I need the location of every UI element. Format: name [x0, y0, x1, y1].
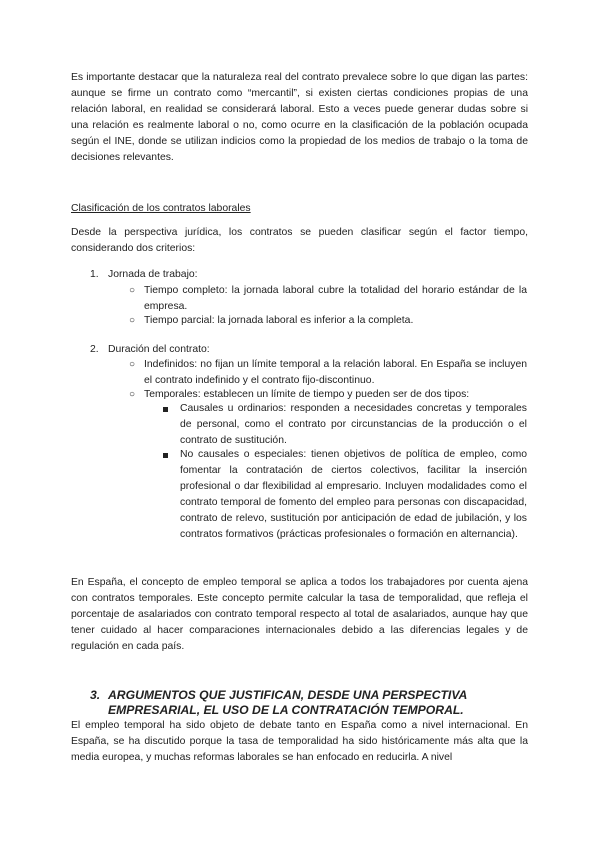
- hollow-bullet-icon: ○: [129, 359, 136, 370]
- classification-heading: Clasificación de los contratos laborales: [71, 203, 251, 214]
- subitem-causales: Causales u ordinarios: responden a necesidades concretas y temporales de personal, como el contrato por circunstancias de la producción o el contrato de sustitución.: [180, 403, 527, 446]
- square-bullet-icon: [163, 453, 168, 458]
- square-bullet-icon: [163, 407, 168, 412]
- classification-intro: Desde la perspectiva jurídica, los contratos se pueden clasificar según el factor tiempo, considerando dos criterios:: [71, 227, 528, 254]
- section-number: 3.: [90, 688, 101, 702]
- hollow-bullet-icon: ○: [129, 315, 136, 326]
- intro-paragraph: Es importante destacar que la naturaleza real del contrato prevalece sobre lo que digan las partes: aunque se firme un contrato como “mercantil”, si existen ciertas condiciones propias de una relación laboral, en realidad se considerará laboral. Esto a veces puede generar dudas sobre si una relación es realmente laboral o no, como ocurre en la clasificación de la población ocupada según el INE, donde se utilizan indicios como la propiedad de los medios de trabajo o la toma de decisiones relevantes.: [71, 72, 528, 163]
- list-item-temporales: Temporales: establecen un límite de tiempo y pueden ser de dos tipos:: [144, 389, 470, 400]
- list-item-tiempo-completo: Tiempo completo: la jornada laboral cubre la totalidad del horario estándar de la empresa.: [144, 285, 527, 312]
- list-number-1: 1.: [90, 269, 99, 280]
- hollow-bullet-icon: ○: [129, 285, 136, 296]
- section-3-paragraph: El empleo temporal ha sido objeto de debate tanto en España como a nivel internacional. En España, se ha discutido porque la tasa de temporalidad ha sido históricamente más alta que la media europea, y muchas reformas laborales se han enfocado en reducirla. A nivel: [71, 720, 528, 763]
- subitem-no-causales: No causales o especiales: tienen objetivos de política de empleo, como fomentar la contratación de ciertos colectivos, facilitar la inserción profesional o dar flexibilidad al empresario. Incluyen modalidades como el contrato temporal de fomento del empleo para personas con discapacidad, contrato de relevo, sustitución por anticipación de edad de jubilación, y los contratos formativos (prácticas profesionales o formación en alternancia).: [180, 449, 527, 540]
- list-item-tiempo-parcial: Tiempo parcial: la jornada laboral es inferior a la completa.: [144, 315, 414, 326]
- spain-temporal-paragraph: En España, el concepto de empleo temporal se aplica a todos los trabajadores por cuenta ajena con contratos temporales. Este concepto permite calcular la tasa de temporalidad, que refleja el porcentaje de asalariados con contrato temporal respecto al total de asalariados, aunque hay que tener cuidado al hacer comparaciones internacionales debido a las diferencias legales y de regulación en cada país.: [71, 577, 528, 652]
- list-number-2: 2.: [90, 344, 99, 355]
- hollow-bullet-icon: ○: [129, 389, 136, 400]
- list-item-indefinidos: Indefinidos: no fijan un límite temporal a la relación laboral. En España se incluyen el contrato indefinido y el contrato fijo-discontinuo.: [144, 359, 527, 386]
- criterion-label-jornada: Jornada de trabajo:: [108, 269, 198, 280]
- section-title: ARGUMENTOS QUE JUSTIFICAN, DESDE UNA PERSPECTIVA EMPRESARIAL, EL USO DE LA CONTRATACIÓN TEMPORAL.: [108, 688, 467, 717]
- criterion-label-duracion: Duración del contrato:: [108, 344, 210, 355]
